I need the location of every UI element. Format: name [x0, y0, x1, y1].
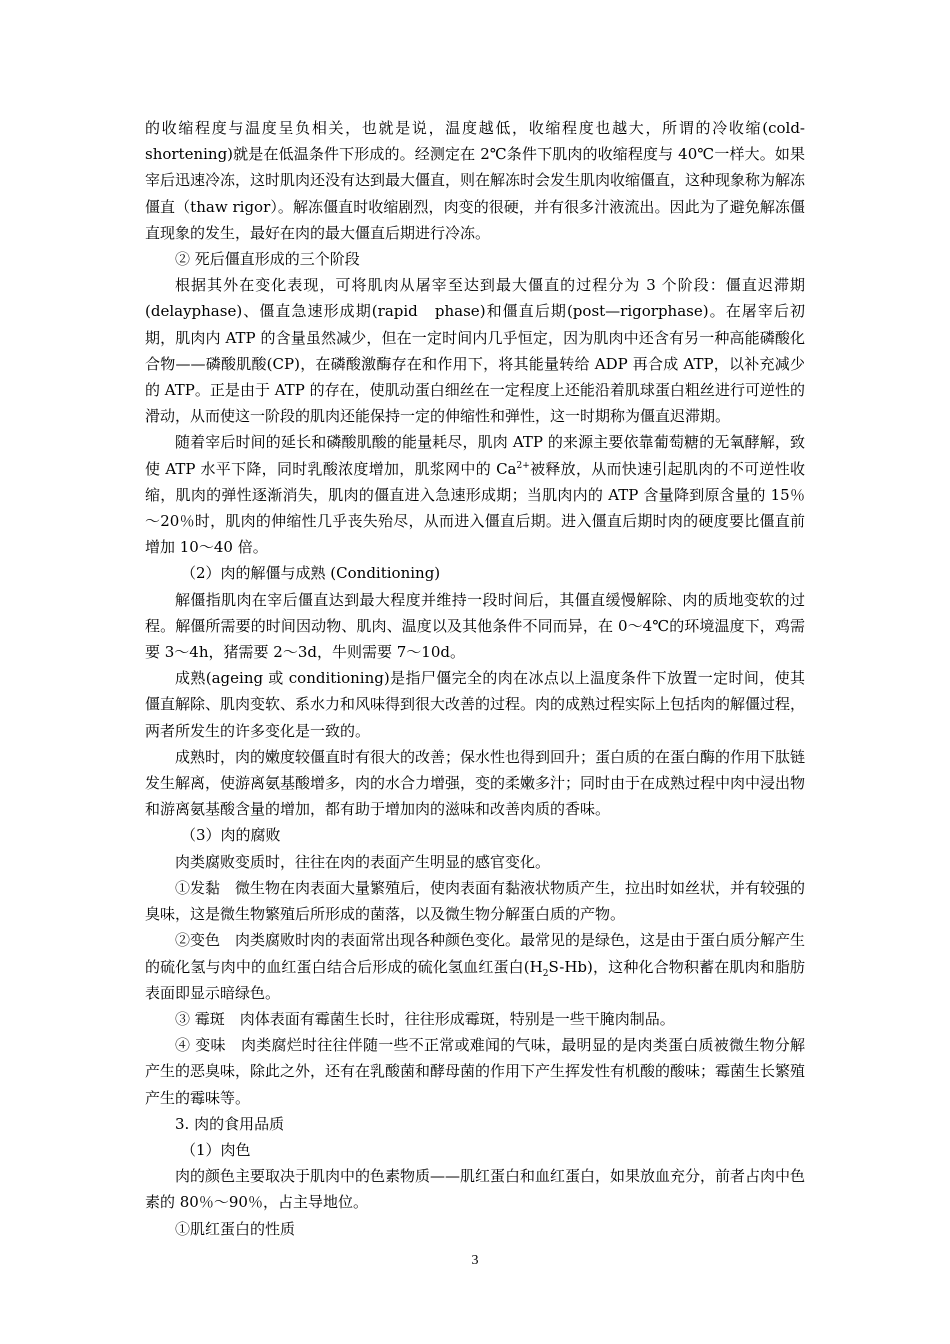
heading-three-stages: ② 死后僵直形成的三个阶段 — [175, 250, 360, 269]
heading-myoglobin-properties: ①肌红蛋白的性质 — [175, 1219, 296, 1238]
paragraph-spoilage-intro: 肉类腐败变质时，往往在肉的表面产生明显的感官变化。 — [175, 852, 551, 871]
paragraph-resolution-of-rigor: 解僵指肌肉在宰后僵直达到最大程度并维持一段时间后，其僵直缓慢解除、肉的质地变软的过程。解僵所需要的时间因动物、肌肉、温度以及其他条件不同而异，在 0～4℃的环境温度下，鸡需要 3～4h，猪需要 2～3d，牛则需要 7～10d。 — [145, 590, 805, 662]
paragraph-cold-shortening: 的收缩程度与温度呈负相关，也就是说，温度越低，收缩程度也越大，所谓的冷收缩(cold-shortening)就是在低温条件下形成的。经测定在 2℃条件下肌肉的收缩程度与 40℃一样大。如果宰后迅速冷冻，这时肌肉还没有达到最大僵直，则在解冻时会发生肌肉收缩僵直，这种现象称为解冻僵直（thaw rigor）。解冻僵直时收缩剧烈，肉变的很硬，并有很多汁液流出。因此为了避免解冻僵直现象的发生，最好在肉的最大僵直后期进行冷冻。 — [145, 119, 806, 242]
paragraph-stages-description: 根据其外在变化表现，可将肌肉从屠宰至达到最大僵直的过程分为 3 个阶段：僵直迟滞期(delayphase)、僵直急速形成期(rapid phase)和僵直后期(post—rigorphase)。在屠宰后初期，肌肉内 ATP 的含量虽然减少，但在一定时间内几乎恒定，因为肌肉中还含有另一种高能磷酸化合物——磷酸肌酸(CP)，在磷酸激酶存在和作用下，将其能量转给 ADP 再合成 ATP，以补充减少的 ATP。正是由于 ATP 的存在，使肌动蛋白细丝在一定程度上还能沿着肌球蛋白粗丝进行可逆性的滑动，从而使这一阶段的肌肉还能保持一定的伸缩性和弹性，这一时期称为僵直迟滞期。 — [145, 276, 805, 426]
heading-eating-quality: 3. 肉的食用品质 — [175, 1114, 285, 1133]
paragraph-discoloration-part2: S-Hb)，这种化合物积蓄在肌肉和脂肪表面即显示暗绿色。 — [145, 957, 805, 1002]
paragraph-atp-decline-part1: 随着宰后时间的延长和磷酸肌酸的能量耗尽，肌肉 ATP 的来源主要依靠葡萄糖的无氧酵解，致使 ATP 水平下降，同时乳酸浓度增加，肌浆网中的 Ca — [145, 433, 805, 478]
paragraph-ageing-effects: 成熟时，肉的嫩度较僵直时有很大的改善；保水性也得到回升；蛋白质的在蛋白酶的作用下肽链发生解离，使游离氨基酸增多，肉的水合力增强，变的柔嫩多汁；同时由于在成熟过程中肉中浸出物和游离氨基酸含量的增加，都有助于增加肉的滋味和改善肉质的香味。 — [145, 747, 806, 819]
heading-spoilage: （3）肉的腐败 — [181, 826, 281, 845]
paragraph-off-odor: ④ 变味 肉类腐烂时往往伴随一些不正常或难闻的气味，最明显的是肉类蛋白质被微生物分解产生的恶臭味，除此之外，还有在乳酸菌和酵母菌的作用下产生挥发性有机酸的酸味；霉菌生长繁殖产生的霉味等。 — [145, 1036, 806, 1107]
paragraph-discoloration-part1: ②变色 肉类腐败时肉的表面常出现各种颜色变化。最常见的是绿色，这是由于蛋白质分解产生的硫化氢与肉中的血红蛋白结合后形成的硫化氢血红蛋白(H — [145, 931, 806, 976]
heading-conditioning: （2）肉的解僵与成熟 (Conditioning) — [181, 564, 441, 583]
paragraph-atp-decline — [145, 429, 805, 560]
page-number: 3 — [471, 1253, 479, 1268]
paragraph-discoloration — [145, 927, 805, 1006]
paragraph-mold-spots: ③ 霉斑 肉体表面有霉菌生长时，往往形成霉斑，特别是一些干腌肉制品。 — [175, 1009, 675, 1028]
h2s-subscript: 2 — [542, 968, 549, 979]
paragraph-ageing-definition: 成熟(ageing 或 conditioning)是指尸僵完全的肉在冰点以上温度条件下放置一定时间，使其僵直解除、肌肉变软、系水力和风味得到很大改善的过程。肉的成熟过程实际上包括肉的解僵过程，两者所发生的许多变化是一致的。 — [145, 669, 806, 740]
paragraph-meat-color: 肉的颜色主要取决于肌肉中的色素物质——肌红蛋白和血红蛋白，如果放血充分，前者占肉中色素的 80％～90％，占主导地位。 — [145, 1167, 806, 1212]
calcium-superscript: 2+ — [516, 460, 530, 471]
paragraph-atp-decline-part2: 被释放，从而快速引起肌肉的不可逆性收缩，肌肉的弹性逐渐消失，肌肉的僵直进入急速形成期；当肌肉内的 ATP 含量降到原含量的 15％～20％时，肌肉的伸缩性几乎丧失殆尽，从而进入僵直后期。进入僵直后期时肉的硬度要比僵直前增加 10～40 倍。 — [145, 459, 805, 557]
paragraph-slime: ①发黏 微生物在肉表面大量繁殖后，使肉表面有黏液状物质产生，拉出时如丝状，并有较强的臭味，这是微生物繁殖后所形成的菌落，以及微生物分解蛋白质的产物。 — [145, 878, 806, 924]
heading-meat-color: （1）肉色 — [181, 1140, 251, 1159]
document-body — [145, 115, 805, 1242]
